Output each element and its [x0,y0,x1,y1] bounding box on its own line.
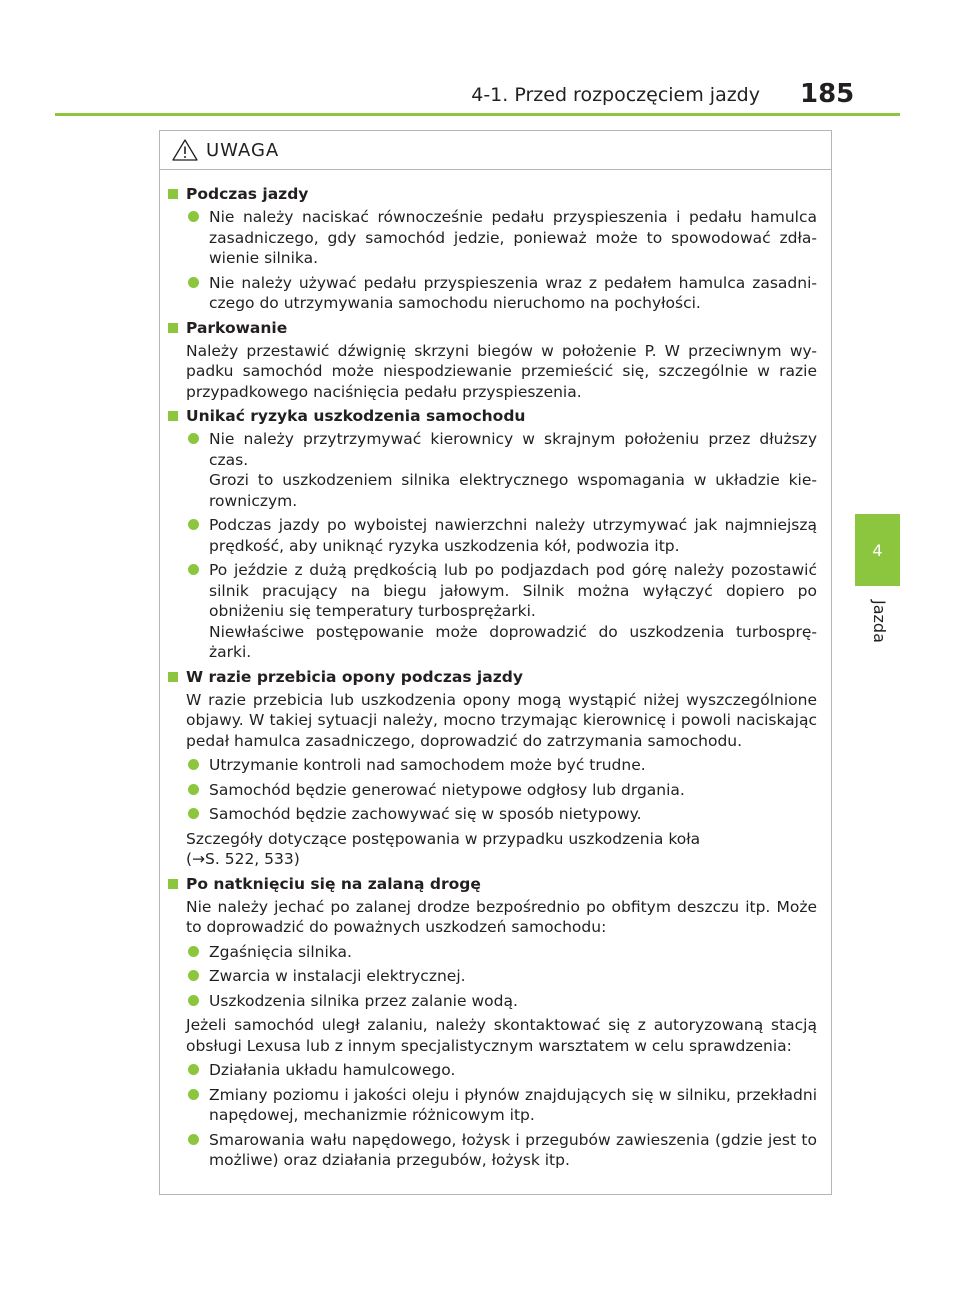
green-dot-icon [188,995,199,1006]
bullet-text: Zwarcia w instalacji elektrycznej. [209,967,466,985]
bullet-text: Uszkodzenia silnika przez zalanie wodą. [209,991,518,1010]
section-note [168,829,817,870]
bullet-item [168,1060,817,1081]
green-dot-icon [188,1089,199,1100]
bullet-item [168,804,817,825]
green-dot-icon [188,1134,199,1145]
bullet-text: Utrzymanie kontroli nad samochodem może być trudne. [209,756,646,774]
bullet-text: Podczas jazdy po wyboistej nawierzchni należy utrzymywać jak najmniejszą prędkość, aby uniknąć ryzyka uszkodzenia kół, podwozia itp. [209,516,817,555]
section-paragraph: Jeżeli samochód uległ zalaniu, należy skontaktować się z autoryzowaną stacją obsługi Lexusa lub z innym specjalistycznym warsztatem w celu sprawdzenia: [186,1016,817,1055]
section-title-text: Podczas jazdy [186,185,309,203]
green-square-icon [168,411,178,421]
section-title-text: Unikać ryzyka uszkodzenia samochodu [186,407,526,425]
green-dot-icon [188,433,199,444]
green-dot-icon [188,759,199,770]
bullet-text: Samochód będzie generować nietypowe odgłosy lub drgania. [209,780,685,799]
bullet-text: Smarowania wału napędowego, łożysk i przegubów zawieszenia (gdzie jest to możliwe) oraz działania przegubów, łożysk itp. [209,1130,817,1169]
warning-body [160,170,831,1171]
green-square-icon [168,323,178,333]
warning-section [168,318,817,403]
page-number: 185 [800,79,855,109]
bullet-item [168,942,817,963]
chapter-tab-number: 4 [872,540,883,560]
green-dot-icon [188,970,199,981]
warning-section [168,1015,817,1171]
warning-box [159,130,832,1195]
warning-section [168,184,817,314]
bullet-item [168,991,817,1012]
bullet-text: Zmiany poziomu i jakości oleju i płynów znajdujących się w silniku, przekładni napędowej, mechanizmie różnicowym itp. [209,1085,817,1124]
page-reference: (→S. 522, 533) [186,850,300,868]
section-title-text: Parkowanie [186,318,288,337]
green-dot-icon [188,277,199,288]
chapter-title: 4-1. Przed rozpoczęciem jazdy [471,84,760,106]
bullet-item [168,1130,817,1171]
section-title [168,406,817,427]
green-dot-icon [188,1064,199,1075]
section-paragraph: Należy przestawić dźwignię skrzyni biegów w położenie P. W przeciwnym wy- padku samochód może niespodziewanie przemieścić się, szczególnie w razie przypadkowego naciśnięcia pedału przyspieszenia. [186,341,817,401]
section-title [168,318,817,339]
bullet-item [168,429,817,511]
section-title-text: Po natknięciu się na zalaną drogę [186,874,481,893]
bullet-item [168,755,817,776]
section-title-text: W razie przebicia opony podczas jazdy [186,667,523,686]
section-paragraph: W razie przebicia lub uszkodzenia opony mogą wystąpić niżej wyszczególnione objawy. W takiej sytuacji należy, mocno trzymając kierownicę i powoli naciskając pedał hamulca zasadniczego, doprowadzić do zatrzymania samochodu. [186,690,817,750]
warning-section [168,874,817,1012]
green-square-icon [168,189,178,199]
note-text: Szczegóły dotyczące postępowania w przypadku uszkodzenia koła [186,829,701,848]
green-dot-icon [188,519,199,530]
bullet-text: Działania układu hamulcowego. [209,1061,456,1079]
bullet-text: Nie należy naciskać równocześnie pedału przyspieszenia i pedału hamulca zasadniczego, gdy samochód jedzie, ponieważ może to spowodować zdła- wienie silnika. [209,208,817,267]
bullet-item [168,515,817,556]
green-dot-icon [188,946,199,957]
bullet-text: Niewłaściwe postępowanie może doprowadzić do uszkodzenia turbosprę- żarki. [209,622,817,661]
bullet-item [168,560,817,663]
chapter-tab-label: Jazda [870,600,889,643]
warning-triangle-icon [172,139,198,161]
bullet-item [168,780,817,801]
bullet-text: Samochód będzie zachowywać się w sposób nietypowy. [209,805,642,823]
warning-header [160,131,831,170]
chapter-tab [855,514,900,586]
bullet-item [168,966,817,987]
bullet-item [168,273,817,314]
green-square-icon [168,879,178,889]
bullet-text: Po jeździe z dużą prędkością lub po podjazdach pod górę należy pozostawić silnik pracujący na biegu jałowym. Silnik można wyłączyć dopiero po obniżeniu się temperatury turbosprężarki. [209,561,817,620]
green-dot-icon [188,784,199,795]
green-dot-icon [188,808,199,819]
section-title [168,184,817,205]
header-rule [55,113,900,116]
bullet-item [168,207,817,269]
section-title [168,667,817,688]
section-paragraph: Nie należy jechać po zalanej drodze bezpośrednio po obfitym deszczu itp. Może to doprowadzić do poważnych uszkodzeń samochodu: [186,897,817,936]
bullet-text: Nie należy używać pedału przyspieszenia wraz z pedałem hamulca zasadni- czego do utrzymywania samochodu nieruchomo na pochyłości. [209,273,817,312]
bullet-text: Zgaśnięcia silnika. [209,942,352,961]
bullet-text: Nie należy przytrzymywać kierownicy w skrajnym położeniu przez dłuższy czas. [209,430,817,469]
warning-section [168,667,817,870]
bullet-text: Grozi to uszkodzeniem silnika elektrycznego wspomagania w układzie kie- rowniczym. [209,471,817,510]
section-title [168,874,817,895]
green-square-icon [168,672,178,682]
green-dot-icon [188,564,199,575]
warning-section [168,406,817,663]
warning-title: UWAGA [206,139,280,161]
bullet-item [168,1085,817,1126]
green-dot-icon [188,211,199,222]
